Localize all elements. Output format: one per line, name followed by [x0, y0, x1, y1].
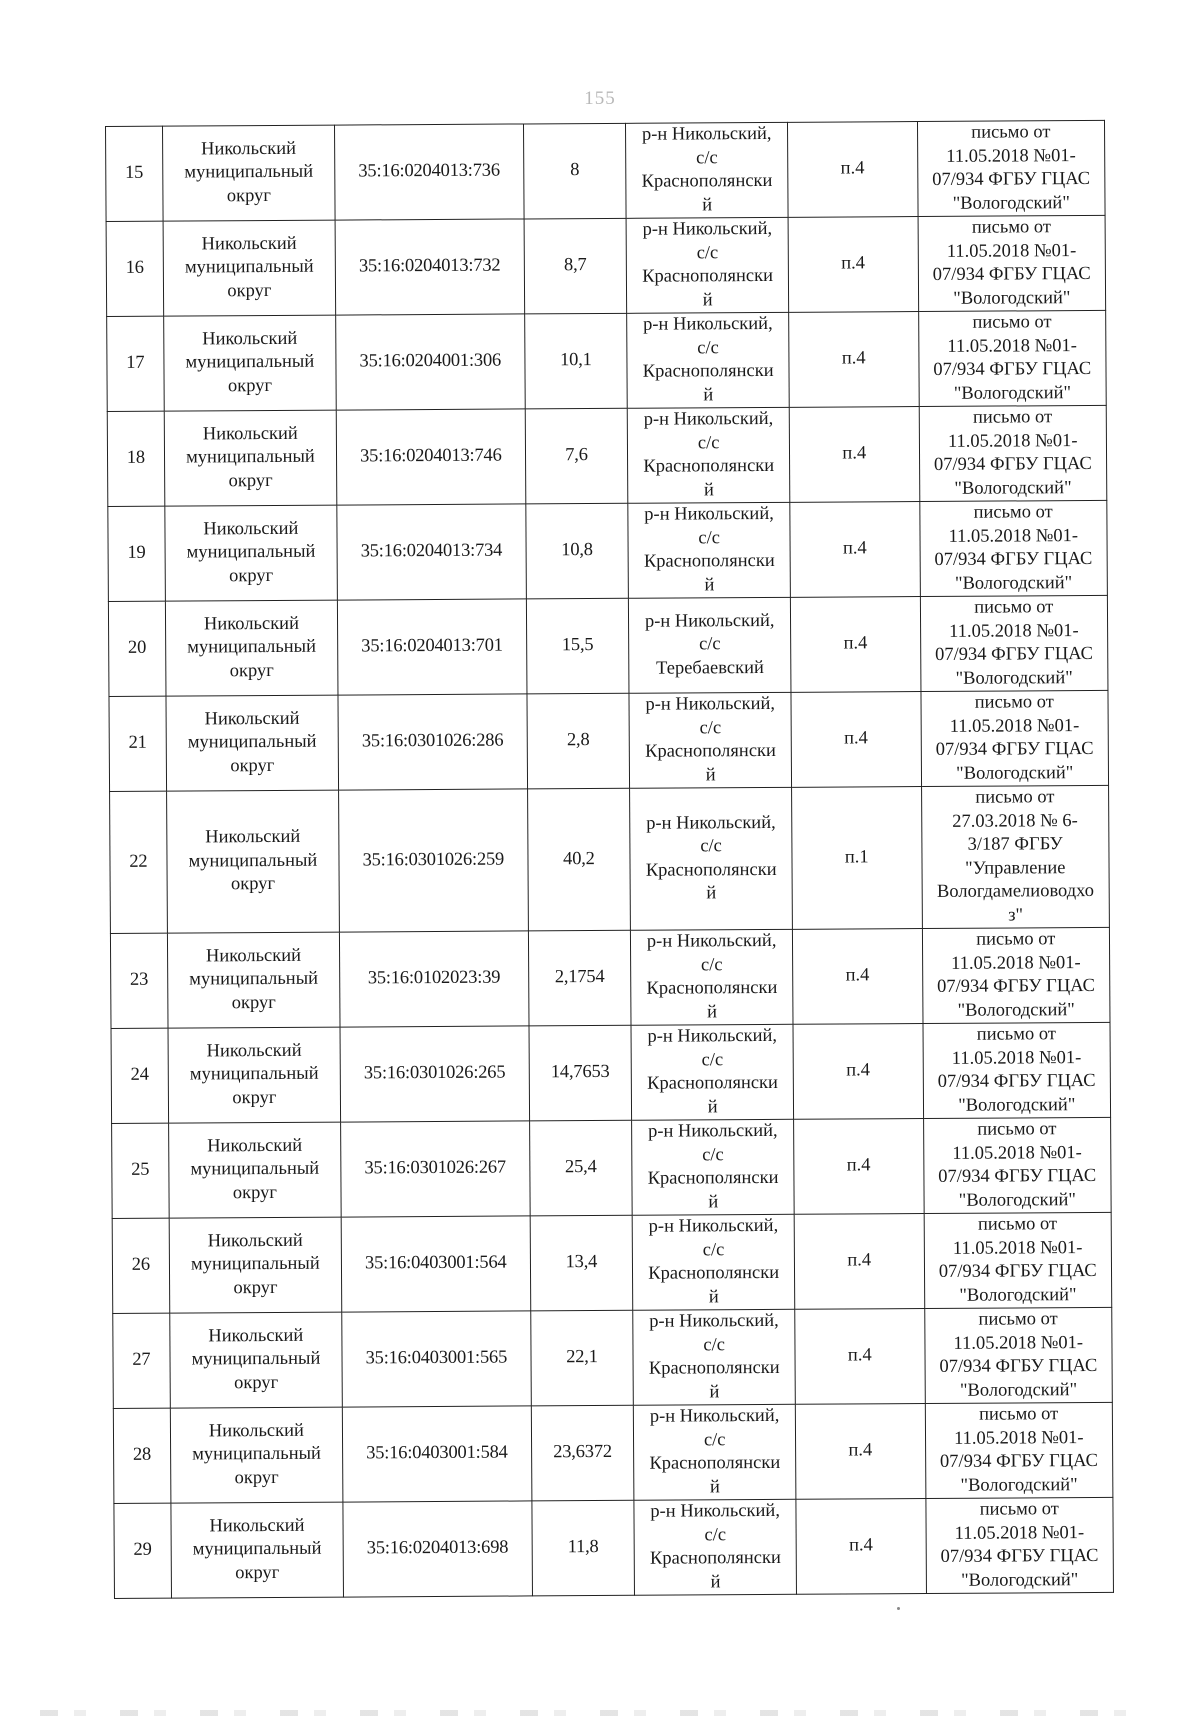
cadastral-number: 35:16:0403001:584 — [366, 1442, 508, 1464]
location-text: р-н Никольский, с/с Краснополянски й — [642, 313, 774, 405]
table-body — [106, 120, 1114, 1598]
document-reference-cell — [922, 927, 1110, 1023]
cadastral-number-cell — [335, 219, 524, 315]
clause-text: п.4 — [847, 1345, 872, 1366]
cadastral-number: 35:16:0301026:286 — [361, 730, 504, 752]
row-number: 16 — [125, 258, 144, 279]
clause-text: п.1 — [844, 847, 869, 868]
document-reference: письмо от 11.05.2018 №01- 07/934 ФГБУ ГЦАС "Вологодский" — [937, 929, 1096, 1021]
district-name: Никольский муниципальный округ — [192, 1515, 322, 1583]
page-number: 155 — [584, 88, 616, 109]
row-number-cell — [108, 506, 165, 601]
row-number-cell — [113, 1408, 170, 1503]
document-reference-cell — [925, 1497, 1113, 1593]
cadastral-number-cell — [336, 314, 525, 410]
row-number: 20 — [127, 638, 147, 659]
document-reference-cell — [917, 120, 1105, 216]
location-cell — [632, 1214, 794, 1310]
row-number-cell — [111, 1028, 168, 1123]
district-name: Никольский муниципальный округ — [189, 1040, 319, 1108]
cadastral-number-cell — [339, 789, 528, 932]
row-number-cell — [107, 411, 164, 506]
document-reference: письмо от 11.05.2018 №01- 07/934 ФГБУ ГЦАС "Вологодский" — [940, 1499, 1099, 1591]
table-row — [107, 310, 1107, 411]
area-cell — [531, 1500, 634, 1596]
row-number: 19 — [127, 543, 146, 564]
district-name: Никольский муниципальный округ — [188, 827, 318, 895]
district-name: Никольский муниципальный округ — [189, 945, 319, 1013]
area-cell — [529, 1025, 632, 1121]
row-number: 28 — [132, 1444, 152, 1466]
cadastral-number-cell — [342, 1406, 531, 1502]
row-number-cell — [114, 1503, 171, 1598]
location-cell — [631, 929, 793, 1025]
clause-cell — [793, 1024, 923, 1120]
district-cell — [163, 220, 336, 316]
district-name: Никольский муниципальный округ — [190, 1135, 320, 1203]
cadastral-number: 35:16:0301026:259 — [362, 849, 505, 871]
location-cell — [629, 692, 791, 788]
clause-cell — [789, 312, 919, 408]
area-value: 8,7 — [563, 255, 587, 276]
area-cell — [530, 1215, 633, 1311]
location-cell — [626, 217, 788, 313]
clause-text: п.4 — [842, 443, 867, 464]
cadastral-number-cell — [341, 1216, 530, 1312]
document-reference: письмо от 11.05.2018 №01- 07/934 ФГБУ ГЦАС "Вологодский" — [932, 217, 1091, 309]
table-row — [110, 785, 1110, 933]
document-reference: письмо от 11.05.2018 №01- 07/934 ФГБУ ГЦАС "Вологодский" — [937, 1024, 1096, 1116]
cadastral-number: 35:16:0102023:39 — [367, 967, 501, 989]
area-value: 15,5 — [561, 635, 594, 656]
document-reference-cell — [924, 1212, 1112, 1308]
area-cell — [529, 1120, 632, 1216]
row-number: 21 — [128, 733, 147, 754]
clause-cell — [792, 787, 922, 930]
area-value: 13,4 — [565, 1252, 598, 1273]
location-text: р-н Никольский, с/с Теребаевский — [644, 610, 775, 679]
location-cell — [628, 407, 790, 503]
district-name: Никольский муниципальный округ — [191, 1325, 321, 1393]
location-cell — [629, 597, 791, 693]
table-row — [108, 500, 1108, 601]
area-cell — [525, 503, 628, 599]
cadastral-number: 35:16:0403001:565 — [365, 1347, 508, 1369]
clause-text: п.4 — [842, 538, 867, 559]
cadastral-number-cell — [338, 694, 527, 790]
document-reference-cell — [925, 1402, 1113, 1498]
row-number-cell — [110, 791, 168, 933]
cadastral-number: 35:16:0204013:701 — [361, 635, 503, 657]
row-number: 18 — [126, 448, 146, 469]
district-cell — [168, 1027, 341, 1123]
location-text: р-н Никольский, с/с Краснополянски й — [648, 1215, 780, 1307]
cadastral-number-cell — [341, 1121, 530, 1217]
row-number: 17 — [126, 353, 145, 374]
clause-text: п.4 — [844, 728, 868, 749]
area-cell — [525, 408, 628, 504]
document-reference: письмо от 11.05.2018 №01- 07/934 ФГБУ ГЦАС "Вологодский" — [934, 502, 1093, 594]
location-cell — [632, 1119, 794, 1215]
row-number-cell — [112, 1218, 169, 1313]
document-reference-cell — [920, 595, 1108, 691]
row-number: 15 — [125, 163, 144, 184]
row-number-cell — [106, 221, 163, 316]
location-text: р-н Никольский, с/с Краснополянски й — [645, 693, 776, 785]
clause-cell — [788, 217, 918, 313]
land-plot-table — [105, 120, 1114, 1599]
document-reference-cell — [918, 310, 1106, 406]
location-text: р-н Никольский, с/с Краснополянски й — [647, 1120, 779, 1212]
cadastral-number: 35:16:0204013:732 — [358, 255, 501, 277]
area-cell — [524, 313, 627, 409]
cadastral-number: 35:16:0301026:267 — [364, 1157, 507, 1179]
document-reference: письмо от 27.03.2018 № 6- 3/187 ФГБУ "Управление Вологдамелиоводхо з" — [936, 787, 1095, 925]
district-cell — [163, 315, 336, 411]
location-text: р-н Никольский, с/с Краснополянски й — [642, 218, 774, 310]
district-name: Никольский муниципальный округ — [186, 518, 316, 586]
location-text: р-н Никольский, с/с Краснополянски й — [649, 1500, 781, 1592]
location-cell — [633, 1309, 795, 1405]
row-number: 27 — [132, 1349, 151, 1371]
clause-cell — [794, 1214, 924, 1310]
area-value: 11,8 — [567, 1537, 599, 1558]
document-reference-cell — [919, 405, 1107, 501]
location-cell — [627, 312, 789, 408]
row-number: 22 — [129, 851, 148, 872]
cadastral-number-cell — [338, 599, 527, 695]
district-name: Никольский муниципальный округ — [184, 233, 314, 302]
clause-text: п.4 — [846, 1060, 871, 1081]
cadastral-number: 35:16:0204013:736 — [358, 160, 500, 182]
cadastral-number: 35:16:0204001:306 — [359, 350, 502, 372]
district-name: Никольский муниципальный округ — [184, 138, 314, 207]
table-row — [106, 120, 1106, 221]
district-cell — [171, 1502, 344, 1598]
area-cell — [527, 693, 630, 789]
clause-cell — [790, 502, 920, 598]
district-cell — [169, 1217, 342, 1313]
area-value: 2,1754 — [554, 967, 605, 988]
clause-text: п.4 — [841, 253, 866, 274]
clause-text: п.4 — [843, 633, 868, 654]
scan-artifact-strip — [40, 1710, 1140, 1716]
cadastral-number-cell — [342, 1311, 531, 1407]
area-cell — [530, 1310, 633, 1406]
area-cell — [528, 930, 631, 1026]
clause-cell — [787, 122, 917, 218]
area-cell — [531, 1405, 634, 1501]
cadastral-number-cell — [336, 409, 525, 505]
clause-text: п.4 — [846, 1155, 871, 1176]
location-text: р-н Никольский, с/с Краснополянски й — [641, 123, 773, 215]
location-text: р-н Никольский, с/с Краснополянски й — [645, 812, 777, 904]
clause-text: п.4 — [847, 1250, 872, 1271]
location-text: р-н Никольский, с/с Краснополянски й — [648, 1310, 780, 1402]
document-reference-cell — [921, 785, 1109, 928]
district-cell — [166, 790, 339, 933]
table-row — [112, 1117, 1112, 1218]
cadastral-number-cell — [337, 504, 526, 600]
cadastral-number: 35:16:0204013:698 — [366, 1537, 509, 1559]
table-row — [106, 215, 1106, 316]
document-reference: письмо от 11.05.2018 №01- 07/934 ФГБУ ГЦАС "Вологодский" — [938, 1214, 1097, 1306]
row-number-cell — [108, 601, 165, 696]
district-name: Никольский муниципальный округ — [192, 1420, 321, 1488]
clause-text: п.4 — [845, 965, 870, 986]
area-cell — [523, 123, 626, 219]
cadastral-number-cell — [343, 1501, 532, 1597]
district-cell — [164, 410, 337, 506]
row-number-cell — [106, 126, 163, 221]
document-reference-cell — [918, 215, 1106, 311]
row-number: 25 — [131, 1159, 150, 1181]
row-number: 23 — [129, 970, 149, 991]
row-number-cell — [109, 696, 166, 791]
document-reference-cell — [923, 1022, 1111, 1118]
area-cell — [524, 218, 627, 314]
table-row — [107, 405, 1107, 506]
cadastral-number-cell — [335, 124, 524, 220]
location-text: р-н Никольский, с/с Краснополянски й — [647, 1025, 778, 1117]
clause-cell — [792, 929, 922, 1025]
location-cell — [631, 1024, 793, 1120]
district-cell — [167, 932, 340, 1028]
scan-speck — [897, 1607, 900, 1610]
document-reference-cell — [919, 500, 1107, 596]
document-reference: письмо от 11.05.2018 №01- 07/934 ФГБУ ГЦАС "Вологодский" — [932, 122, 1091, 214]
location-cell — [626, 122, 788, 218]
row-number-cell — [113, 1313, 170, 1408]
district-cell — [165, 505, 338, 601]
clause-cell — [795, 1404, 925, 1500]
district-name: Никольский муниципальный округ — [185, 328, 315, 397]
document-reference: письмо от 11.05.2018 №01- 07/934 ФГБУ ГЦАС "Вологодский" — [935, 597, 1094, 689]
document-reference: письмо от 11.05.2018 №01- 07/934 ФГБУ ГЦАС "Вологодский" — [939, 1309, 1098, 1401]
district-name: Никольский муниципальный округ — [186, 423, 315, 492]
row-number-cell — [112, 1123, 169, 1218]
table-row — [113, 1402, 1113, 1503]
table-row — [110, 927, 1110, 1028]
cadastral-number: 35:16:0204013:734 — [360, 540, 503, 562]
clause-cell — [791, 692, 921, 788]
location-text: р-н Никольский, с/с Краснополянски й — [643, 408, 775, 500]
area-value: 7,6 — [565, 445, 588, 466]
clause-cell — [795, 1309, 925, 1405]
table-row — [114, 1497, 1114, 1598]
table-row — [111, 1022, 1111, 1123]
document-reference-cell — [921, 690, 1109, 786]
area-value: 40,2 — [563, 848, 595, 869]
clause-text: п.4 — [841, 348, 866, 369]
district-cell — [162, 125, 335, 221]
document-reference: письмо от 11.05.2018 №01- 07/934 ФГБУ ГЦАС "Вологодский" — [939, 1404, 1098, 1496]
clause-cell — [796, 1499, 926, 1595]
district-name: Никольский муниципальный округ — [187, 613, 317, 681]
clause-cell — [789, 407, 919, 503]
location-text: р-н Никольский, с/с Краснополянски й — [649, 1405, 781, 1497]
location-text: р-н Никольский, с/с Краснополянски й — [646, 930, 778, 1022]
cadastral-number: 35:16:0301026:265 — [363, 1062, 506, 1084]
area-value: 22,1 — [566, 1347, 598, 1368]
cadastral-number: 35:16:0403001:564 — [364, 1252, 507, 1274]
location-cell — [630, 787, 793, 930]
area-value: 14,7653 — [550, 1062, 610, 1083]
row-number: 24 — [130, 1065, 149, 1086]
location-text: р-н Никольский, с/с Краснополянски й — [643, 503, 775, 595]
clause-cell — [794, 1119, 924, 1215]
area-value: 8 — [570, 160, 580, 181]
document-reference: письмо от 11.05.2018 №01- 07/934 ФГБУ ГЦАС "Вологодский" — [933, 312, 1092, 404]
cadastral-number-cell — [340, 1026, 529, 1122]
clause-text: п.4 — [848, 1440, 873, 1461]
document-reference: письмо от 11.05.2018 №01- 07/934 ФГБУ ГЦАС "Вологодский" — [935, 692, 1094, 784]
cadastral-number-cell — [340, 931, 529, 1027]
document-reference-cell — [924, 1307, 1112, 1403]
location-cell — [634, 1499, 796, 1595]
table-row — [108, 595, 1108, 696]
district-cell — [168, 1122, 341, 1218]
clause-text: п.4 — [849, 1535, 873, 1556]
clause-text: п.4 — [840, 158, 865, 179]
table-row — [112, 1212, 1112, 1313]
row-number: 26 — [131, 1254, 150, 1276]
row-number-cell — [107, 316, 164, 411]
district-cell — [169, 1312, 342, 1408]
document-reference: письмо от 11.05.2018 №01- 07/934 ФГБУ ГЦАС "Вологодский" — [933, 407, 1092, 499]
district-name: Никольский муниципальный округ — [190, 1230, 320, 1298]
area-cell — [526, 598, 629, 694]
district-cell — [166, 695, 339, 791]
district-name: Никольский муниципальный округ — [187, 708, 317, 776]
document-reference-cell — [923, 1117, 1111, 1213]
area-cell — [527, 788, 631, 931]
clause-cell — [790, 597, 920, 693]
district-cell — [170, 1407, 343, 1503]
document-reference: письмо от 11.05.2018 №01- 07/934 ФГБУ ГЦАС "Вологодский" — [938, 1119, 1097, 1211]
cadastral-number: 35:16:0204013:746 — [360, 445, 502, 467]
table-row — [109, 690, 1109, 791]
location-cell — [634, 1404, 796, 1500]
location-cell — [628, 502, 790, 598]
area-value: 10,8 — [561, 540, 593, 561]
row-number: 29 — [133, 1539, 152, 1561]
row-number-cell — [110, 933, 167, 1028]
area-value: 2,8 — [566, 730, 590, 751]
area-value: 10,1 — [560, 350, 592, 371]
area-value: 23,6372 — [553, 1442, 612, 1463]
table-row — [113, 1307, 1113, 1408]
area-value: 25,4 — [564, 1157, 597, 1178]
district-cell — [165, 600, 338, 696]
